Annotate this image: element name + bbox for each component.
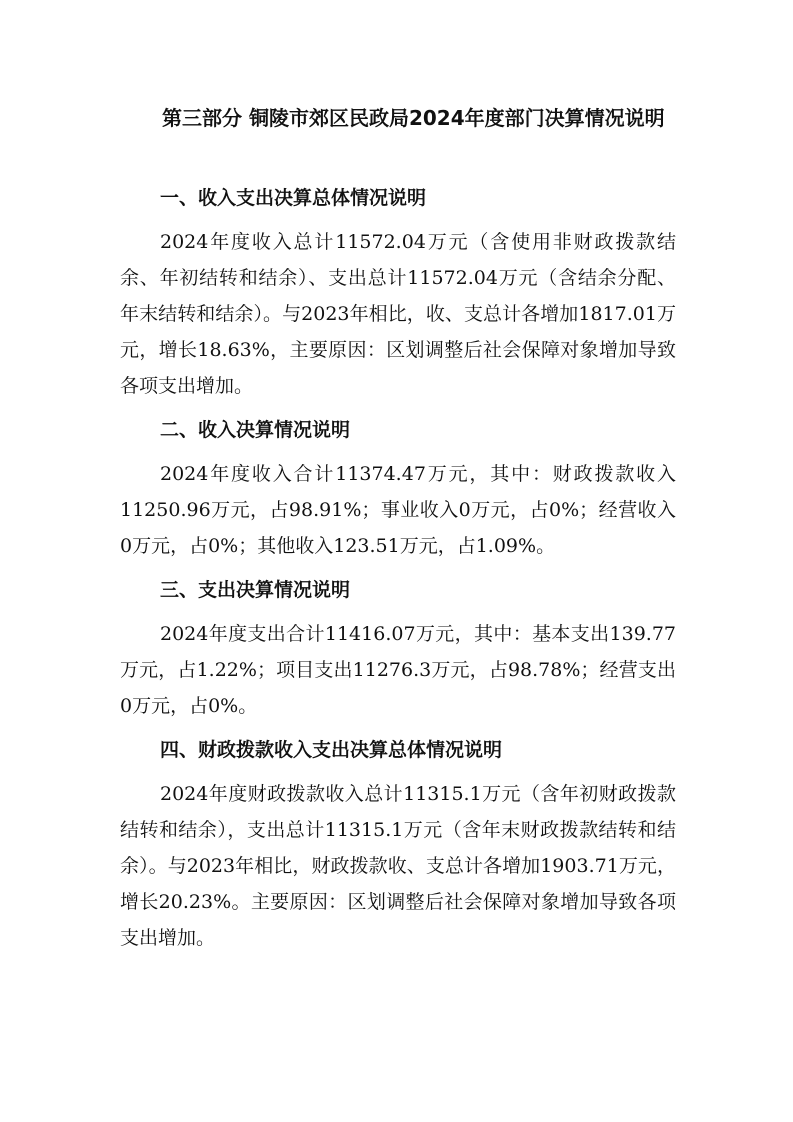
- section-1-body: 2024年度收入总计11572.04万元（含使用非财政拨款结余、年初结转和结余）、支出总计11572.04万元（含结余分配、年末结转和结余）。与2023年相比，收、支总计各增加1817.01万元，增长18.63%，主要原因：区划调整后社会保障对象增加导致各项支出增加。: [120, 231, 676, 397]
- section-2-body: 2024年度收入合计11374.47万元，其中：财政拨款收入11250.96万元，占98.91%；事业收入0万元，占0%；经营收入0万元，占0%；其他收入123.51万元，占1.09%。: [120, 463, 676, 557]
- section-4-body: 2024年度财政拨款收入总计11315.1万元（含年初财政拨款结转和结余），支出总计11315.1万元（含年末财政拨款结转和结余）。与2023年相比，财政拨款收、支总计各增加1903.71万元，增长20.23%。主要原因：区划调整后社会保障对象增加导致各项支出增加。: [120, 783, 676, 949]
- section-4-heading: 四、财政拨款收入支出决算总体情况说明: [160, 739, 503, 761]
- section-1-heading: 一、收入支出决算总体情况说明: [160, 187, 427, 209]
- section-3-heading: 三、支出决算情况说明: [160, 579, 351, 601]
- section-2-heading: 二、收入决算情况说明: [160, 419, 351, 441]
- document-title: 第三部分 铜陵市郊区民政局2024年度部门决算情况说明: [162, 106, 665, 130]
- document-body: [120, 180, 676, 964]
- section-3-body: 2024年度支出合计11416.07万元，其中：基本支出139.77万元，占1.22%；项目支出11276.3万元，占98.78%；经营支出0万元，占0%。: [120, 623, 676, 717]
